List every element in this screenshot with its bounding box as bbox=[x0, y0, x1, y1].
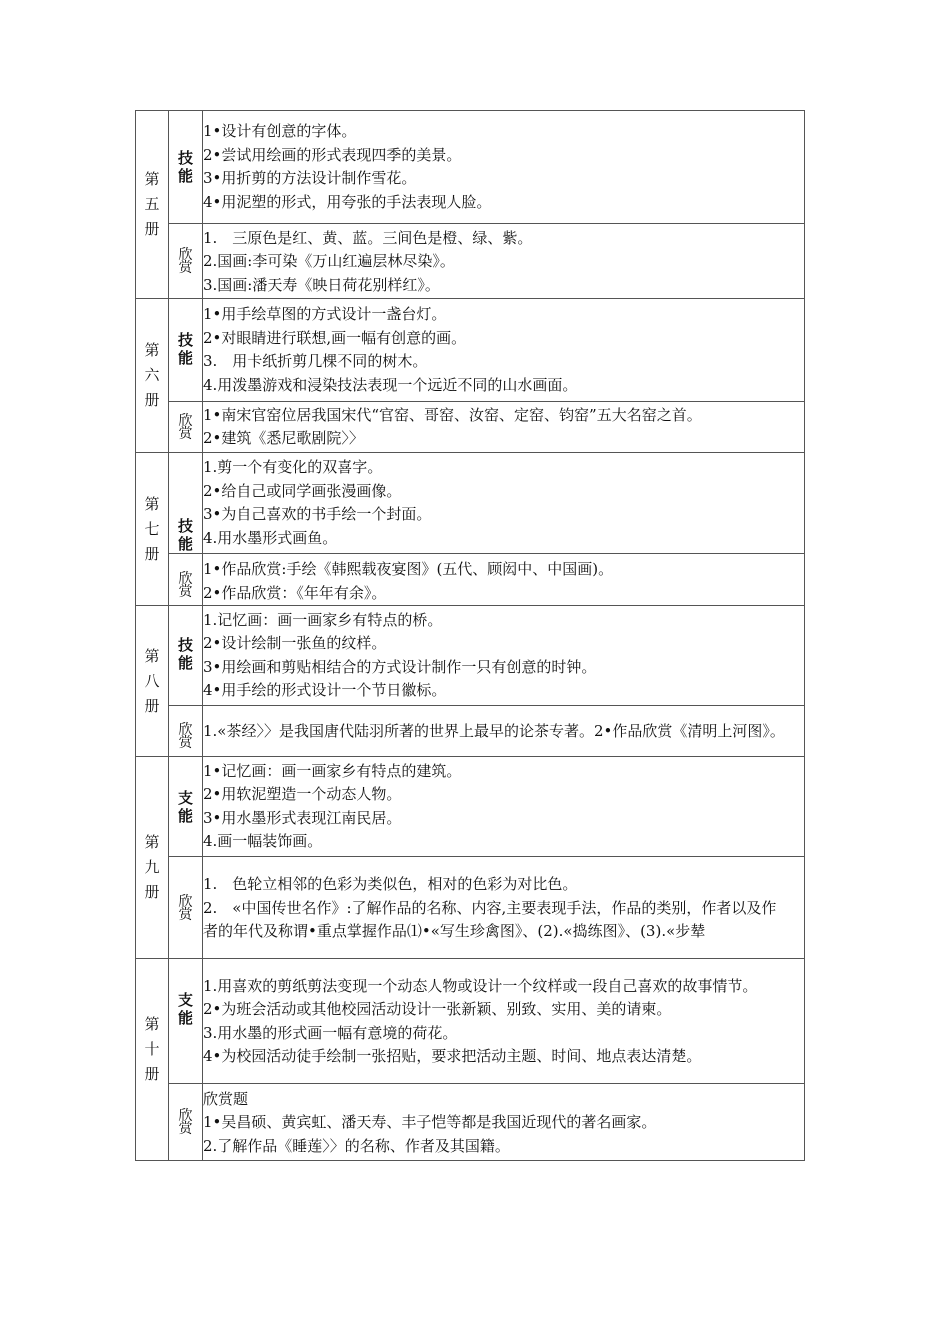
volume-5-appreciation-label: 欣赏 bbox=[169, 224, 203, 299]
list-item: 3•用绘画和剪贴相结合的方式设计制作一只有创意的时钟。 bbox=[203, 657, 597, 676]
volume-8-appreciation-label: 欣赏 bbox=[169, 706, 203, 757]
volume-5-skill-label: 技能 bbox=[169, 111, 203, 224]
list-item: 1. 色轮立相邻的色彩为类似色，相对的色彩为对比色。 bbox=[203, 875, 578, 894]
list-item: 欣赏题 bbox=[203, 1089, 249, 1108]
list-item: 2•建筑《悉尼歌剧院〉〉 bbox=[203, 429, 364, 447]
volume-7-label: 第七册 bbox=[136, 453, 169, 606]
list-item: 3•为自己喜欢的书手绘一个封面。 bbox=[203, 505, 432, 523]
list-item: 4•用手绘的形式设计一个节日徽标。 bbox=[203, 681, 447, 699]
volume-9-label: 第九册 bbox=[136, 757, 169, 959]
volume-6-label: 第六册 bbox=[136, 299, 169, 453]
list-item: 2•用软泥塑造一个动态人物。 bbox=[203, 785, 402, 803]
list-item: 1•作品欣赏:手绘《韩熙载夜宴图》(五代、顾闳中、中国画)。 bbox=[203, 560, 614, 578]
volume-9-appreciation-list bbox=[203, 857, 805, 959]
volume-9-appreciation-row bbox=[136, 857, 805, 959]
list-item: 3. 用卡纸折剪几棵不同的树木。 bbox=[203, 352, 428, 370]
volume-5-skill-row bbox=[136, 111, 805, 224]
volume-7-appreciation-row bbox=[136, 554, 805, 606]
list-item: 2•给自己或同学画张漫画像。 bbox=[203, 481, 402, 500]
list-item: 1.记忆画：画一画家乡有特点的桥。 bbox=[203, 610, 443, 629]
list-item: 2•对眼睛进行联想,画一幅有创意的画。 bbox=[203, 328, 467, 347]
list-item: 者的年代及称谓•重点掌握作品⑴•«写生珍禽图》、(2).«捣练图》、(3).«步辇 bbox=[203, 922, 706, 941]
list-item: 1.剪一个有变化的双喜字。 bbox=[203, 458, 383, 476]
volume-10-appreciation-list bbox=[203, 1084, 805, 1161]
volume-10-label: 第十册 bbox=[136, 959, 169, 1161]
volume-6-skill-row bbox=[136, 299, 805, 402]
list-item: 3.用水墨的形式画一幅有意境的荷花。 bbox=[203, 1023, 458, 1042]
list-item: 2.国画:李可染《万山红遍层林尽染》。 bbox=[203, 252, 455, 271]
volume-10-appreciation-label: 欣赏 bbox=[169, 1084, 203, 1161]
volume-8-skill-list bbox=[203, 606, 805, 706]
volume-8-appreciation-row bbox=[136, 706, 805, 757]
list-item: 2•作品欣赏：《年年有余》。 bbox=[203, 583, 387, 602]
list-item: 4•为校园活动徒手绘制一张招贴，要求把活动主题、时间、地点表达清楚。 bbox=[203, 1047, 702, 1065]
volume-6-skill-label: 技能 bbox=[169, 299, 203, 402]
list-item: 1•记忆画：画一画家乡有特点的建筑。 bbox=[203, 761, 462, 780]
list-item: 3•用水墨形式表现江南民居。 bbox=[203, 808, 402, 827]
list-item: 3.国画:潘天寿《映日荷花别样红》。 bbox=[203, 275, 440, 294]
volume-8-skill-label: 技能 bbox=[169, 606, 203, 706]
volume-7-skill-row bbox=[136, 453, 805, 554]
list-item: 1•南宋官窑位居我国宋代“官窑、哥窑、汝窑、定窑、钧窑”五大名窑之首。 bbox=[203, 405, 702, 424]
list-item: 2•设计绘制一张鱼的纹样。 bbox=[203, 634, 387, 652]
list-item: 2. «中国传世名作》:了解作品的名称、内容,主要表现手法，作品的类别，作者以及作 bbox=[203, 898, 777, 917]
volume-6-skill-list bbox=[203, 299, 805, 402]
list-item: 1•设计有创意的字体。 bbox=[203, 122, 357, 140]
volume-9-skill-label: 支能 bbox=[169, 757, 203, 857]
volume-5-appreciation-row bbox=[136, 224, 805, 299]
volume-6-appreciation-row bbox=[136, 402, 805, 453]
list-item: 4•用泥塑的形式，用夸张的手法表现人脸。 bbox=[203, 192, 492, 211]
list-item: 1•用手绘草图的方式设计一盏台灯。 bbox=[203, 305, 447, 323]
list-item: 1.用喜欢的剪纸剪法变现一个动态人物或设计一个纹样或一段自己喜欢的故事情节。 bbox=[203, 976, 758, 995]
volume-8-skill-row bbox=[136, 606, 805, 706]
list-item: 2.了解作品《睡莲〉〉的名称、作者及其国籍。 bbox=[203, 1136, 510, 1155]
list-item: 3•用折剪的方法设计制作雪花。 bbox=[203, 169, 417, 187]
volume-10-skill-list bbox=[203, 959, 805, 1084]
volume-7-skill-list bbox=[203, 453, 805, 554]
volume-5-skill-list bbox=[203, 111, 805, 224]
list-item: 1•吴昌硕、黄宾虹、潘天寿、丰子恺等都是我国近现代的著名画家。 bbox=[203, 1113, 657, 1132]
list-item: 1. 三原色是红、黄、蓝。三间色是橙、绿、紫。 bbox=[203, 228, 533, 247]
volume-10-appreciation-row bbox=[136, 1084, 805, 1161]
volume-8-appreciation-list bbox=[203, 706, 805, 757]
volume-10-skill-label: 支能 bbox=[169, 959, 203, 1084]
list-item: 2•尝试用绘画的形式表现四季的美景。 bbox=[203, 145, 462, 164]
volume-8-label: 第八册 bbox=[136, 606, 169, 757]
volume-10-skill-row bbox=[136, 959, 805, 1084]
volume-7-appreciation-list bbox=[203, 554, 805, 606]
list-item: 4.用泼墨游戏和浸染技法表现一个远近不同的山水画面。 bbox=[203, 375, 578, 394]
volume-6-appreciation-list bbox=[203, 402, 805, 453]
volume-6-appreciation-label: 欣赏 bbox=[169, 402, 203, 453]
volume-5-label: 第五册 bbox=[136, 111, 169, 299]
list-item: 4.画一幅装饰画。 bbox=[203, 832, 323, 850]
volume-7-appreciation-label: 欣赏 bbox=[169, 554, 203, 606]
volume-9-skill-list bbox=[203, 757, 805, 857]
list-item: 1.«茶经〉〉是我国唐代陆羽所著的世界上最早的论茶专著。2•作品欣赏《清明上河图》。 bbox=[203, 722, 785, 741]
curriculum-table bbox=[135, 110, 805, 1161]
volume-9-skill-row bbox=[136, 757, 805, 857]
list-item: 4.用水墨形式画鱼。 bbox=[203, 528, 338, 547]
volume-9-appreciation-label: 欣赏 bbox=[169, 857, 203, 959]
volume-7-skill-label: 技能 bbox=[169, 453, 203, 554]
list-item: 2•为班会活动或其他校园活动设计一张新颖、别致、实用、美的请柬。 bbox=[203, 1000, 672, 1018]
volume-5-appreciation-list bbox=[203, 224, 805, 299]
